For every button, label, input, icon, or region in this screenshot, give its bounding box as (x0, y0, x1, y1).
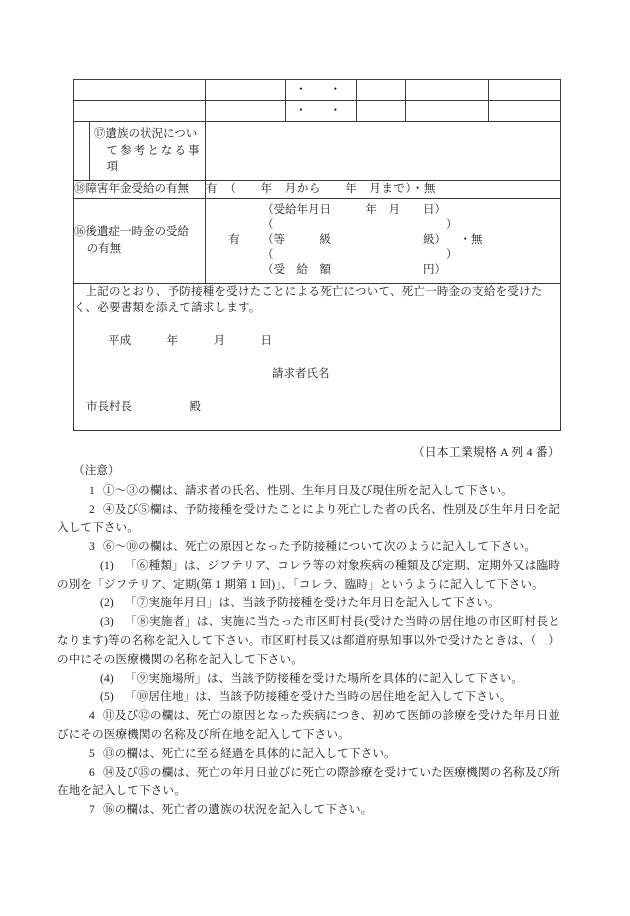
cell-blank-f1[interactable] (489, 80, 561, 101)
statement-addressee[interactable]: 市長村長 殿 (86, 401, 201, 414)
note-text: ①～③の欄は、請求者の氏名、性別、生年月日及び現住所を記入して下さい。 (103, 483, 513, 497)
note-number: (4) (100, 671, 114, 685)
note-item (73, 670, 560, 689)
note-number: 2 (89, 502, 95, 516)
note-number: 1 (89, 483, 95, 497)
label-aftereffect-line1: ⑯後遺症一時金の受給 (74, 225, 189, 238)
note-text: ⑬の欄は、死亡に至る経過を具体的に記入して下さい。 (103, 746, 396, 760)
aftereffect-blank-1[interactable]: （ ） (262, 218, 458, 231)
table-row-dots-1 (74, 80, 561, 101)
note-item (73, 538, 560, 557)
note-number: (1) (100, 558, 114, 572)
label-cell-bereaved-family (74, 122, 206, 181)
label-disability-pension: ⑱障害年金受給の有無 (74, 181, 206, 199)
note-number: (3) (100, 615, 114, 629)
note-text: 「⑧実施者」は、実施に当たった市区町村長(受けた当時の居住地の市区町村長となります)等の名称を記入して下さい。市区町村長又は都道府県知事以外で受けたときは、（ ）の中にその医療機関の名称を記入して下さい。 (57, 615, 560, 666)
input-bereaved-family-details[interactable] (206, 122, 561, 181)
note-item (57, 613, 560, 669)
note-text: 「⑩居住地」は、当該予防接種を受けた当時の居住地を記入して下さい。 (125, 690, 512, 704)
cell-blank-b1[interactable] (206, 80, 286, 101)
note-text: 「⑥種類」は、ジフテリア、コレラ等の対象疾病の種類及び定期、定期外又は臨時の別を「ジフテリア、定期(第 1 期第 1 回)」、「コレラ、臨時」というように記入して下さい。 (57, 558, 560, 591)
note-number: 4 (89, 709, 95, 723)
option-aru[interactable]: 有 (228, 234, 240, 247)
application-form-table (73, 79, 561, 431)
option-nashi[interactable]: ・無 (459, 234, 483, 247)
note-number: 5 (89, 746, 95, 760)
note-item (57, 707, 560, 745)
statement-paragraph: 上記のとおり、予防接種を受けたことによる死亡について、死亡一時金の支給を受けたく、必要書類を添えて請求します。 (74, 285, 543, 315)
statement-bottom-spacer (74, 416, 560, 430)
notes-title: （注意） (73, 464, 120, 477)
note-text: ④及び⑤欄は、予防接種を受けたことにより死亡した者の氏名、性別及び生年月日を記入して下さい。 (57, 502, 560, 535)
note-item (57, 764, 560, 802)
table-row-aftereffect-lumpsum (74, 198, 561, 283)
label-bereaved-line3: 項 (106, 161, 119, 174)
table-row-bereaved-family (74, 122, 561, 181)
aftereffect-blank-2[interactable]: （ ） (262, 249, 458, 262)
label-bereaved-line1: ⑰遺族の状況につい (94, 128, 198, 140)
note-text: 「⑦実施年月日」は、当該予防接種を受けた年月日を記入して下さい。 (125, 596, 500, 610)
note-text: ⑥～⑩の欄は、死亡の原因となった予防接種について次のように記入して下さい。 (103, 540, 537, 554)
aftereffect-grade[interactable]: （等 級 級） (262, 234, 446, 247)
input-disability-pension-period[interactable]: 有 （ 年 月から 年 月まで）・無 (206, 181, 561, 199)
note-text: ⑪及び⑫の欄は、死亡の原因となった疾病につき、初めて医師の診療を受けた年月日並びにその医療機関の名称及び所在地を記入して下さい。 (57, 709, 560, 741)
cell-blank-a1[interactable] (74, 80, 206, 101)
cell-date-dots-2[interactable]: ・ ・ (286, 101, 357, 122)
note-number: (5) (100, 690, 114, 704)
table-row-statement (74, 283, 561, 430)
cell-blank-a2[interactable] (74, 101, 206, 122)
note-number: 6 (89, 765, 95, 779)
note-item (73, 482, 560, 501)
paper-standard-note: （日本工業規格 A 列 4 番） (412, 445, 560, 459)
cell-blank-e1[interactable] (406, 80, 489, 101)
cell-blank-b2[interactable] (206, 101, 286, 122)
note-text: ⑭及び⑮の欄は、死亡の年月日並びに死亡の際診療を受けていた医療機関の名称及び所在地を記入して下さい。 (57, 765, 560, 798)
cell-date-dots-1[interactable]: ・ ・ (286, 80, 357, 101)
aftereffect-paren-block (262, 203, 458, 279)
aftereffect-amount[interactable]: （受 給 額 円） (262, 264, 446, 277)
statement-block (74, 283, 561, 430)
note-number: 3 (89, 540, 95, 554)
table-row-disability-pension (74, 181, 561, 199)
note-number: 7 (89, 803, 95, 817)
cell-blank-e2[interactable] (406, 101, 489, 122)
note-number: (2) (100, 596, 114, 610)
statement-claimant-name[interactable]: 請求者氏名 (272, 367, 330, 380)
label-aftereffect-lumpsum (74, 198, 206, 283)
notes-section (57, 462, 560, 820)
note-text: 「⑨実施場所」は、当該予防接種を受けた場所を具体的に記入して下さい。 (125, 671, 524, 685)
note-text: ⑯の欄は、死亡者の遺族の状況を記入して下さい。 (103, 803, 373, 817)
label-aftereffect-line2: の有無 (86, 242, 122, 255)
note-item (57, 501, 560, 539)
note-item (57, 557, 560, 595)
note-item (73, 745, 560, 764)
statement-date-line[interactable]: 平成 年 月 日 (108, 334, 273, 347)
note-item (73, 688, 560, 707)
label-bereaved-line2: て参考となる事 (106, 144, 202, 157)
cell-blank-f2[interactable] (489, 101, 561, 122)
note-item (73, 801, 560, 820)
input-aftereffect-lumpsum-details[interactable] (206, 198, 561, 283)
table-row-dots-2 (74, 101, 561, 122)
note-item (73, 594, 560, 613)
cell-blank-d2[interactable] (357, 101, 406, 122)
cell-blank-d1[interactable] (357, 80, 406, 101)
aftereffect-receipt-date[interactable]: （受給年月日 年 月 日） (262, 203, 446, 216)
